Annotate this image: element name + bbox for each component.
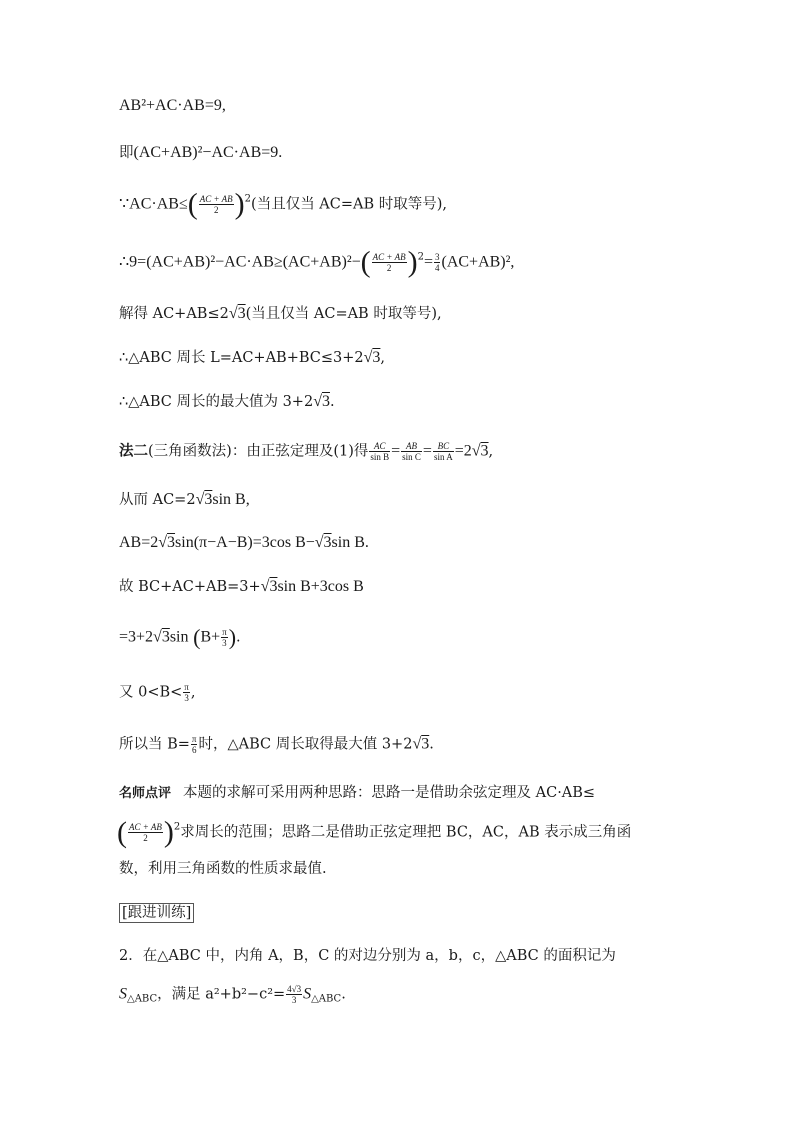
equation-line-1: AB²+AC·AB=9, (119, 97, 226, 114)
fraction: $\frac{AC + AB}{2}$ (372, 252, 406, 273)
sine-form-line-12: =3+2√3sin (B+ $\frac{\pi}{3}$ ). (119, 624, 241, 650)
teacher-comment-line-17: 数，利用三角函数的性质求最值. (119, 861, 327, 877)
problem-2-line-1: 2．在△ABC 中，内角 A，B，C 的对边分别为 a，b，c，△ABC 的面积记为 (119, 948, 616, 964)
sum-expression-line-11: 故 BC+AC+AB=3+√3sin B+3cos B (119, 578, 364, 595)
teacher-comment-line-16: ( $\frac{AC + AB}{2}$ )$^2$求周长的范围；思路二是借助正弦定理把 BC，AC，AB 表示成三角函 (117, 815, 632, 849)
teacher-comment-label: 名师点评 (119, 786, 172, 801)
perimeter-line-6: ∴△ABC 周长 L=AC+AB+BC≤3+2√3, (119, 349, 386, 366)
max-perimeter-line-7: ∴△ABC 周长的最大值为 3+2√3. (119, 393, 335, 410)
equation-line-2: 即(AC+AB)²−AC·AB=9. (119, 144, 283, 161)
method-two-line-8: 法二(三角函数法)：由正弦定理及(1)得 $\frac{AC}{\text{sin B}}$ = $\frac{AB}{\text{sin C}}$ = $\frac{BC}{\text{sin A}}$ =2√3, (119, 441, 494, 462)
solution-line-5: 解得 AC+AB≤2√3(当且仅当 AC=AB 时取等号), (119, 305, 442, 322)
teacher-comment-line-15: 名师点评 本题的求解可采用两种思路：思路一是借助余弦定理及 AC·AB≤ (119, 785, 596, 801)
fraction: $\frac{3}{4}$ (434, 252, 440, 273)
range-line-13: 又 0<B< $\frac{\pi}{3}$ , (119, 682, 196, 703)
follow-up-training-heading: [跟进训练] (119, 903, 194, 923)
method-two-label: 法二 (119, 442, 148, 460)
ab-expression-line-10: AB=2√3sin(π−A−B)=3cos B−√3sin B. (119, 534, 369, 551)
fraction: $\frac{AC + AB}{2}$ (199, 194, 233, 215)
ac-expression-line-9: 从而 AC=2√3sin B, (119, 491, 250, 508)
conclusion-line-14: 所以当 B= $\frac{\pi}{6}$ 时，△ABC 周长取得最大值 3+2√3. (119, 734, 434, 755)
inequality-line-3: ∵AC·AB≤( $\frac{AC + AB}{2}$ )$^2$(当且仅当 AC=AB 时取等号), (119, 187, 448, 221)
problem-2-line-2: $S_{\triangle ABC}$，满足 a²+b²−c²= $\frac{4√3}{3}$ $S_{\triangle ABC}$. (119, 984, 346, 1005)
inequality-line-4: ∴9=(AC+AB)²−AC·AB≥(AC+AB)²−( $\frac{AC + AB}{2}$ )$^2$= $\frac{3}{4}$ (AC+AB)², (119, 245, 515, 279)
